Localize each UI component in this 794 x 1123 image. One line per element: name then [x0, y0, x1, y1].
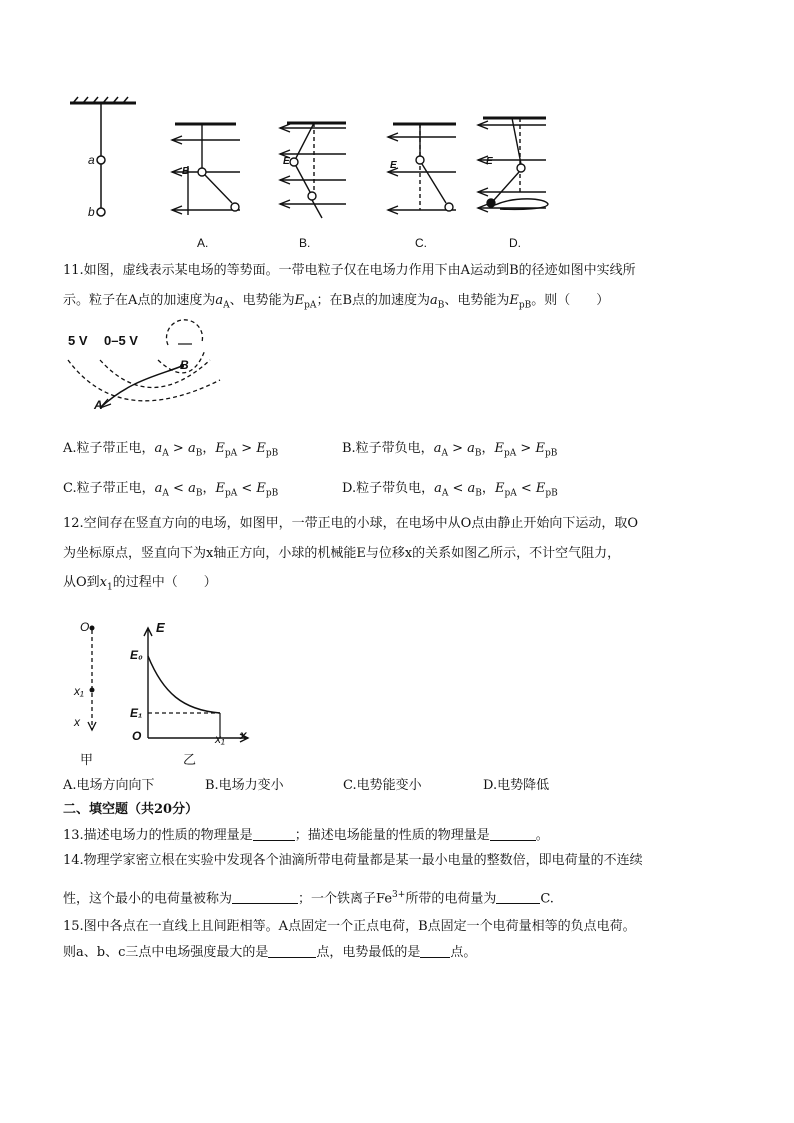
- pendulum-option-C: C.: [415, 236, 427, 250]
- pendulum-fig-0: [70, 97, 136, 216]
- q11-line2: 示。粒子在A点的加速度为$a_A$、电势能为$E_{pA}$；在B点的加速度为$a_B$、电势能为$E_{pB}$。则（ ）: [63, 293, 610, 311]
- figA-field-label: B: [182, 166, 190, 177]
- section2-title: 二、填空题（共20分）: [63, 802, 199, 817]
- q11-option-A: A.粒子带正电，$a_A > a_B$，$E_{pA} > E_{pB}$: [63, 441, 279, 459]
- pendulum-fig-B: [280, 123, 346, 218]
- q12-yi-x: x: [240, 728, 247, 742]
- q12-option-B: B.电场力变小: [205, 778, 284, 793]
- q14-line1: 14.物理学家密立根在实验中发现各个油滴所带电荷量都是某一最小电量的整数倍，即电荷量的不连续: [63, 853, 643, 868]
- q15-blank-1[interactable]: [268, 943, 316, 958]
- q14-line2: 性，这个最小的电荷量被称为 ；一个铁离子$Fe^{3+}$所带的电荷量为 C.: [63, 890, 554, 907]
- q12-yi-E: E: [156, 620, 165, 635]
- q12-jia-x: x: [74, 715, 80, 729]
- fig0-label-a: a: [88, 153, 95, 167]
- q11-fig-label-A: A: [94, 398, 103, 412]
- q12-jia-O: O: [80, 620, 90, 634]
- figC-field-label: E: [390, 160, 397, 171]
- q11-option-B: B.粒子带负电，$a_A > a_B$，$E_{pA} > E_{pB}$: [342, 441, 558, 459]
- q12-yi-E1: E₁: [130, 706, 143, 720]
- pendulum-option-D: D.: [509, 236, 521, 250]
- pendulum-figure-group: [0, 0, 794, 250]
- pendulum-option-A: A.: [197, 236, 209, 250]
- figB-field-label: E: [283, 156, 290, 167]
- q13-blank-1[interactable]: [253, 826, 295, 841]
- q15-line1: 15.图中各点在一直线上且间距相等。A点固定一个正点电荷，B点固定一个电荷量相等的负点电荷。: [63, 919, 636, 934]
- q11-fig-label-0-5v: 0–5 V: [104, 333, 138, 348]
- q12-yi-x1: x₁: [215, 732, 225, 746]
- pendulum-option-B: B.: [299, 236, 311, 250]
- q12-option-C: C.电势能变小: [343, 778, 422, 793]
- q14-blank-2[interactable]: [496, 889, 540, 904]
- q12-yi-caption: 乙: [183, 753, 197, 768]
- q12-line2: 为坐标原点，竖直向下为x轴正方向，小球的机械能E与位移x的关系如图乙所示，不计空气阻力，: [63, 546, 621, 561]
- q12-line3: 从O到$x_1$的过程中（ ）: [63, 575, 217, 593]
- q12-jia-caption: 甲: [80, 753, 94, 768]
- q12-option-A: A.电场方向向下: [63, 778, 155, 793]
- q13-line: 13.描述电场力的性质的物理量是 ；描述电场能量的性质的物理量是 。: [63, 828, 549, 843]
- q11-fig-label-B: B: [180, 358, 189, 372]
- q14-blank-1[interactable]: [232, 889, 298, 904]
- q11-fig-label-5v: 5 V: [68, 333, 88, 348]
- q11-option-D: D.粒子带负电，$a_A < a_B$，$E_{pA} < E_{pB}$: [342, 481, 558, 499]
- pendulum-fig-C: [388, 124, 456, 214]
- q15-line2: 则a、b、c三点中电场强度最大的是 点，电势最低的是 点。: [63, 945, 477, 960]
- q12-option-D: D.电势降低: [483, 778, 550, 793]
- fig0-label-b: b: [88, 205, 95, 219]
- q13-blank-2[interactable]: [490, 826, 536, 841]
- q12-yi-E0: E₀: [130, 648, 143, 662]
- figD-field-label: E: [486, 156, 493, 167]
- q11-line1: 11.如图，虚线表示某电场的等势面。一带电粒子仅在电场力作用下由A运动到B的径迹如图中实线所: [63, 263, 636, 278]
- q12-yi-O: O: [132, 729, 142, 743]
- q15-blank-2[interactable]: [420, 943, 450, 958]
- q12-line1: 12.空间存在竖直方向的电场，如图甲，一带正电的小球，在电场中从O点由静止开始向下运动，取O: [63, 516, 638, 531]
- q11-option-C: C.粒子带正电，$a_A < a_B$，$E_{pA} < E_{pB}$: [63, 481, 279, 499]
- q12-jia-x1: x₁: [74, 684, 84, 698]
